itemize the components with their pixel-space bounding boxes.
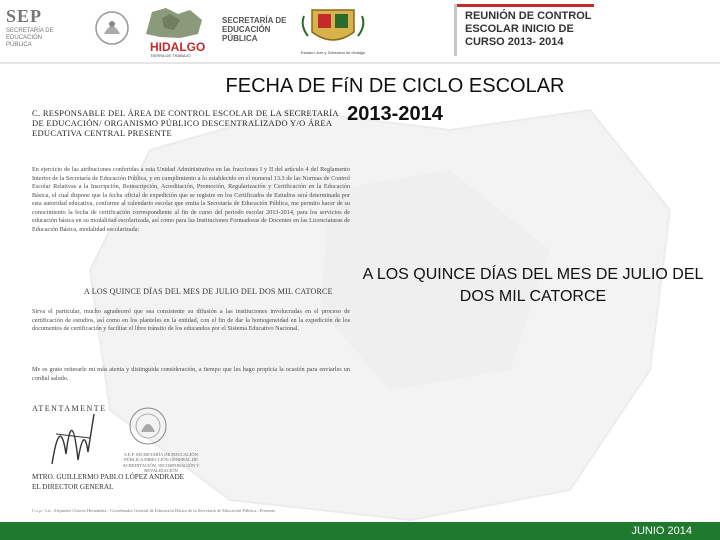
letter-addressee: C. RESPONSABLE DEL ÁREA DE CONTROL ESCOLAR DE LA SECRETARÍA DE EDUCACIÓN/ ORGANISMO PÚBLICO DESCENTRALIZADO Y/O ÁREA EDUCATIVA CENTRAL PRESENTE [32,108,339,138]
hidalgo-logo [140,4,300,58]
hidalgo-wordmark: HIDALGO [150,40,206,54]
letter-closing: ATENTAMENTE [32,404,107,413]
page-title-line1: FECHA DE FíN DE CICLO ESCOLAR [225,75,565,97]
page-title-line2: 2013-2014 [347,103,443,125]
official-seal-icon [128,404,168,448]
letter-paragraph-2: Sirva el particular, mucho agradeceré que sea consistente su difusión a las instituciones involucradas en el proceso de certificación de estudios, así como en los planteles en la entidad, con el fin de dar la homogeneidad en la expedición de los documentos de certificación y facilitar el libre tránsito de los educandos por el Sistema Educativo Nacional. [32,308,350,332]
hidalgo-tagline: TIERRA DE TRABAJO [150,53,191,58]
letter-ccp: C.c.p.- Lic. Alejandro Chávez Hernández.- Coordinador General de Educación Básica de la Secretaría de Educación Pública.- Presente. [32,508,277,513]
letter-stamp-text: S.E.P. SECRETARÍA DE EDUCACIÓN PÚBLICA DIRECCIÓN GENERAL DE ACREDITACIÓN, INCORPORACIÓN Y REVALIDACIÓN [122,452,200,474]
signer-name: MTRO. GUILLERMO PABLO LÓPEZ ANDRADE [32,473,185,481]
state-coat-of-arms [298,4,368,60]
letter-paragraph-3: Me es grato reiterarle mi más atenta y distinguida consideración, a tiempo que les hago propicia la ocasión para enviarles un cordial saludo. [32,366,350,382]
coat-of-arms-icon [298,4,368,50]
header-band [0,0,720,64]
letter-date-line: A LOS QUINCE DÍAS DEL MES DE JULIO DEL DOS MIL CATORCE [84,287,333,296]
state-caption: Estado Libre y Soberano de Hidalgo [300,50,366,55]
letter-paragraph-1: En ejercicio de las atribuciones conferidas a esta Unidad Administrativa en las fracciones I y II del artículo 4 del Reglamento Interior de la Secretaría de Educación Pública, y en cumplimiento a lo establecido en el numeral 13.3 de las Normas de Control Escolar Relativas a la Inscripción, Reinscripción, Acreditación, Promoción, Regularización y Certificación en la Educación Básica, el cual dispone que la fecha oficial de expedición que se registre en los Certificados de Estudios será determinada por esta autoridad educativa, conforme al calendario escolar que emita la Secretaría de Educación Pública, me permito hacer de su conocimiento la fecha de certificación correspondiente al fin de curso del periodo escolar 2013-2014, para los servicios de educación básica en su modalidad escolarizada, así como para las Instituciones Formadoras de Docentes en las Licenciaturas de Educación Básica, modalidad escolarizada: [32,166,350,233]
official-letter [22,104,352,520]
meeting-title-box [454,4,597,56]
mexican-eagle-seal-icon [94,8,130,48]
end-date-callout: A LOS QUINCE DÍAS DEL MES DE JULIO DEL DOS MIL CATORCE [362,266,704,305]
meeting-title: REUNIÓN DE CONTROL ESCOLAR INICIO DE CURSO 2013- 2014 [465,10,592,48]
footer-date: JUNIO 2014 [631,525,692,537]
sep-logo-text: SEP [6,6,43,26]
letter-signer [32,472,184,492]
signer-title: EL DIRECTOR GENERAL [32,483,114,491]
hidalgo-map-icon [140,4,210,42]
sep-logo-subtitle: SECRETARÍA DE EDUCACIÓN PÚBLICA [6,28,54,48]
handwritten-signature-icon [42,394,122,474]
footer-bar [0,524,720,540]
sec-edu-label: SECRETARÍA DE EDUCACIÓN PÚBLICA [222,16,287,43]
sep-logo [6,6,132,54]
